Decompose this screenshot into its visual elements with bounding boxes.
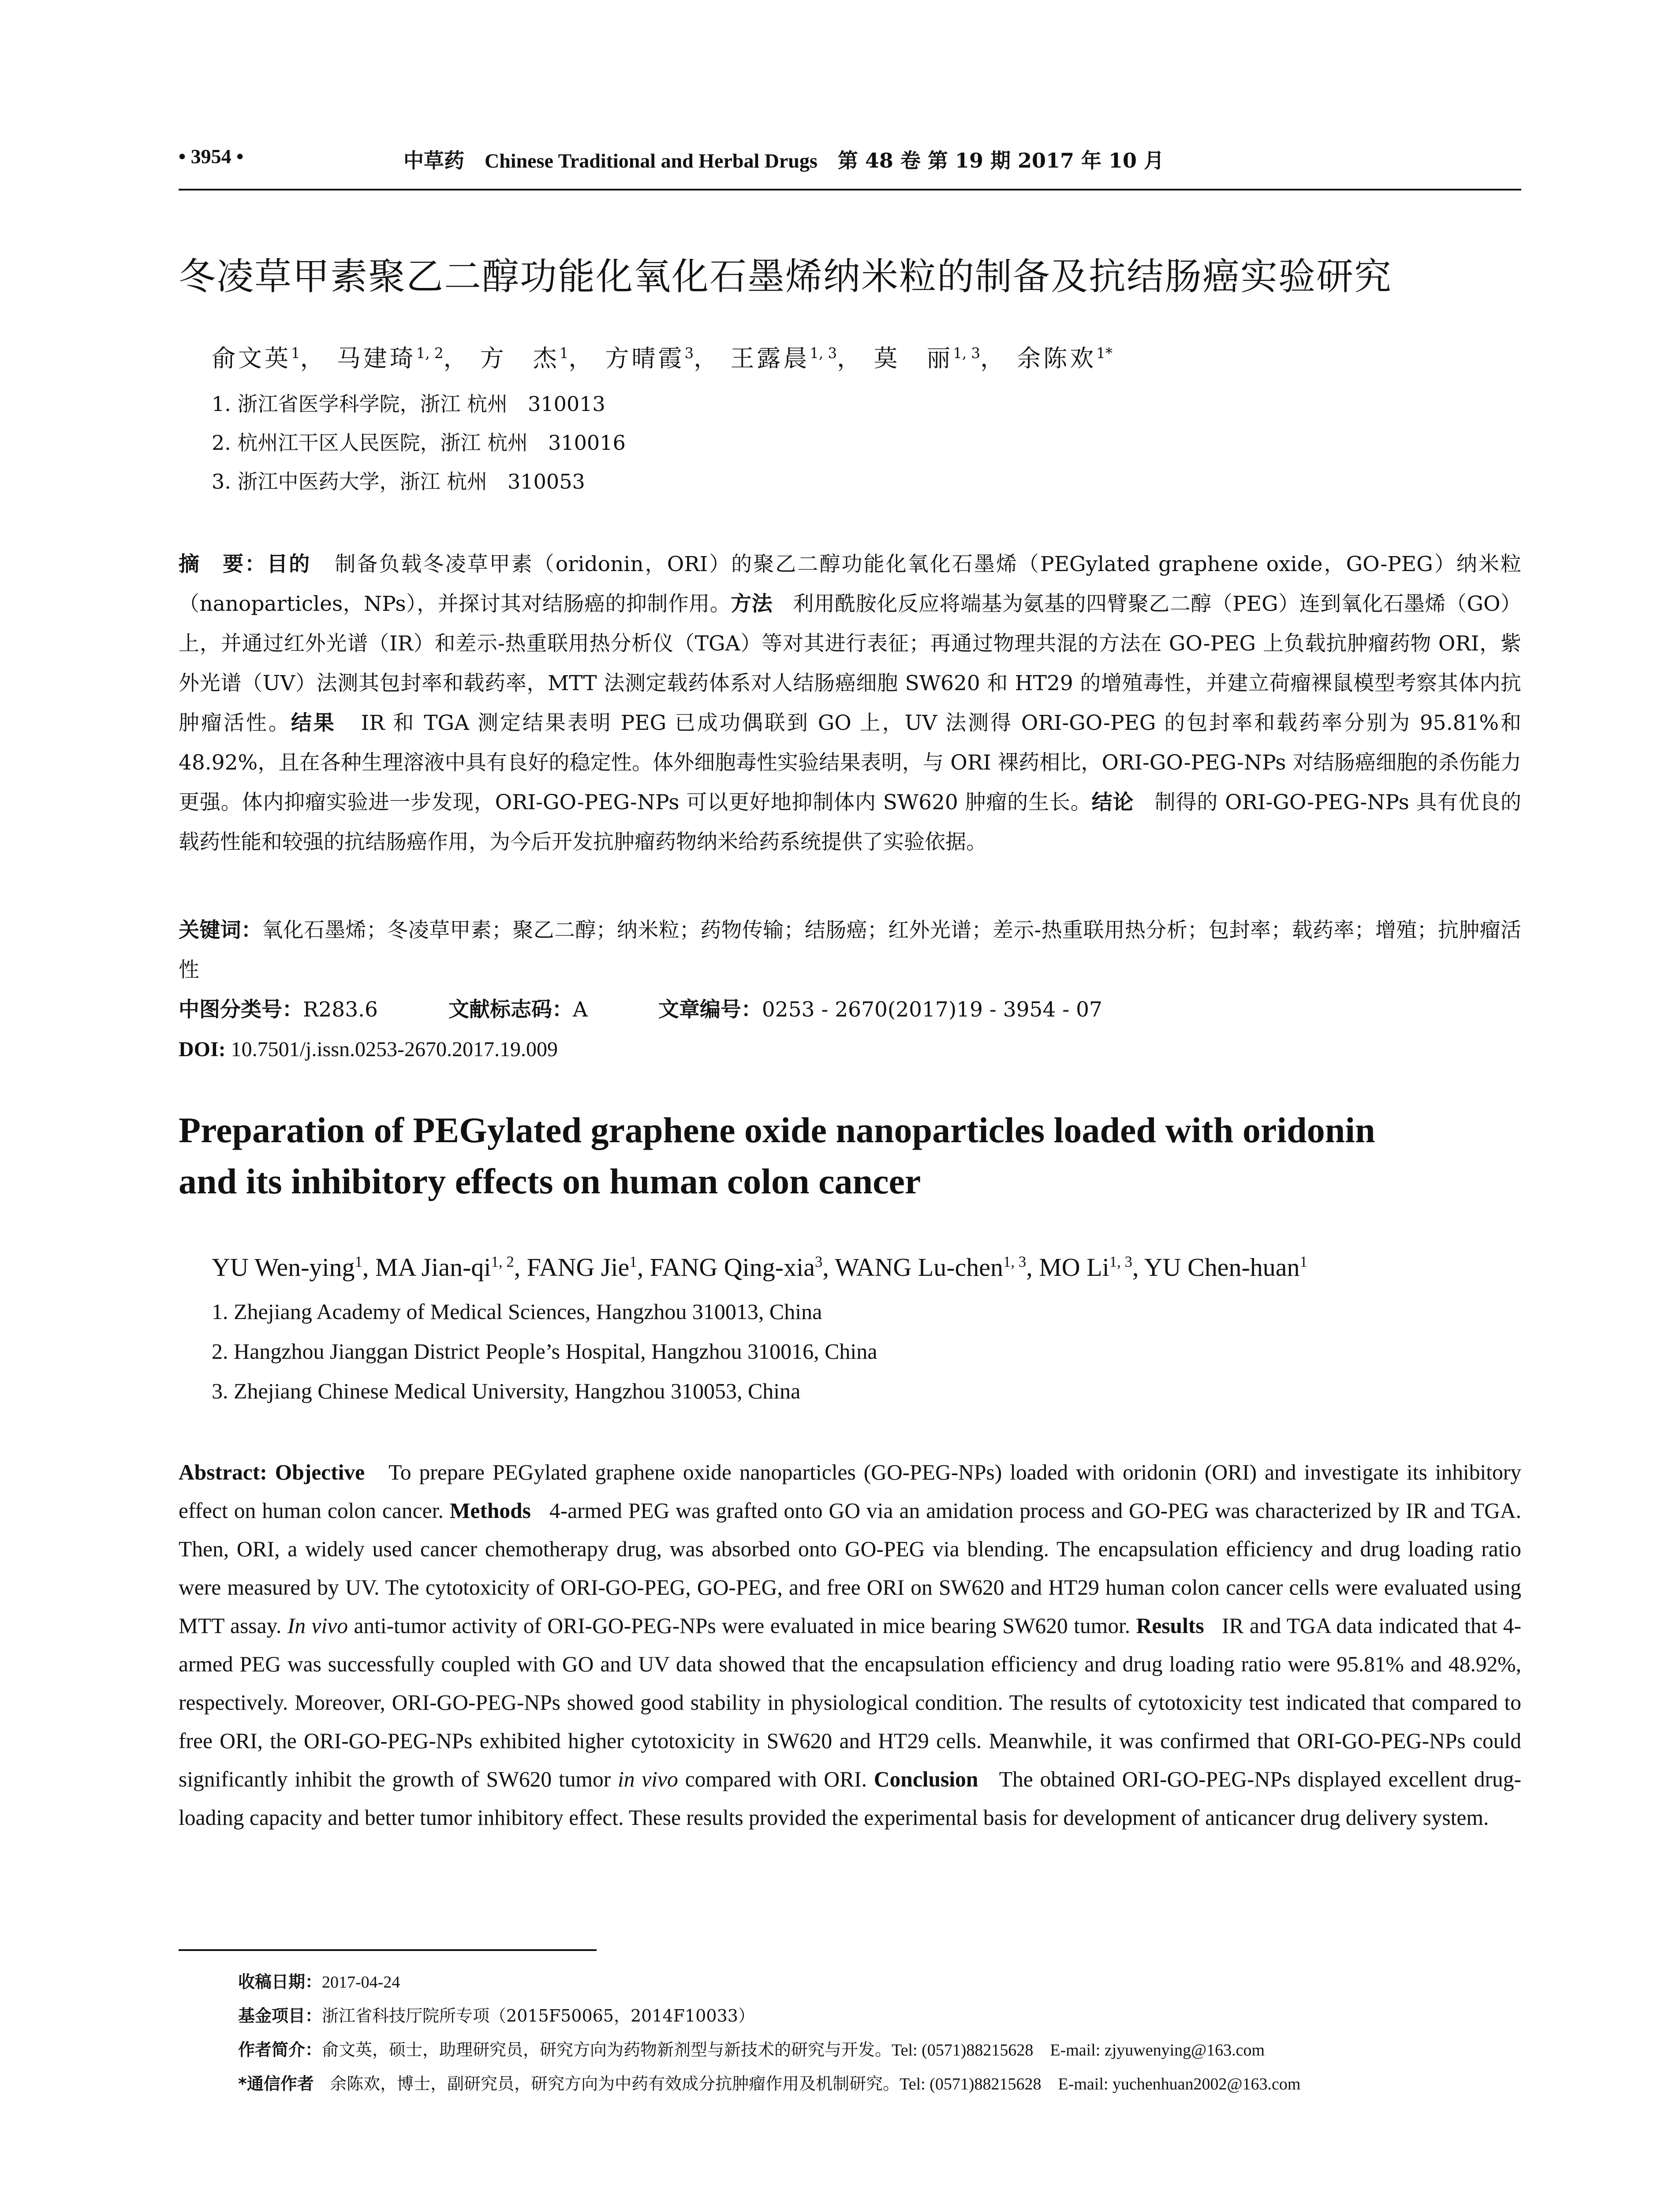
author-name-en: FANG Qing-xia	[650, 1253, 815, 1282]
clc-label: 中图分类号：	[179, 998, 303, 1022]
author-affil-sup: 1, 3	[953, 345, 981, 362]
fund-text: 浙江省科技厅院所专项（2015F50065，2014F10033）	[322, 2006, 755, 2026]
author-affil-sup: 1, 3	[810, 345, 837, 362]
corresponding-contact: Tel: (0571)88215628 E-mail: yuchenhuan2002@163.com	[900, 2075, 1301, 2093]
affiliation-cn-1: 1. 浙江省医学科学院，浙江 杭州 310013	[212, 392, 605, 416]
conclusion-label-en: Conclusion	[874, 1767, 978, 1791]
author-affil-sup: 1*	[1096, 345, 1113, 362]
author-name-en: YU Chen-huan	[1144, 1253, 1300, 1282]
author-name: 王露晨	[730, 344, 810, 372]
author-list-cn: 俞文英$^1$， 马建琦$^{1, 2}$， 方 杰$^1$， 方晴霞$^3$， 王露晨$^{1, 3}$， 莫 丽$^{1, 3}$， 余陈欢$^{1*}$	[212, 344, 1113, 372]
article-no-value: 0253 - 2670(2017)19 - 3954 - 07	[762, 998, 1102, 1022]
author-affil-sup: 1	[1299, 1253, 1307, 1271]
author-affil-sup: 1	[291, 345, 300, 362]
doi-line	[179, 1030, 558, 1069]
results-text-en-b: compared with ORI.	[685, 1767, 867, 1791]
footnote-received	[238, 1968, 400, 1992]
methods-label-en: Methods	[449, 1499, 531, 1523]
conclusion-text-en: The obtained ORI-GO-PEG-NPs displayed excellent drug-loading capacity and better tumor inhibitory effect. These results provided the experimental basis for development of anticancer drug delivery system.	[179, 1767, 1522, 1830]
fund-label: 基金项目：	[238, 2006, 322, 2026]
title-en-line-1: Preparation of PEGylated graphene oxide nanoparticles loaded with oridonin	[179, 1110, 1375, 1150]
conclusion-text-cn: 制得的 ORI-GO-PEG-NPs 具有优良的载药性能和较强的抗结肠癌作用，为今后开发抗肿瘤药物纳米给药系统提供了实验依据。	[179, 790, 1521, 854]
in-vivo-italic: In vivo	[287, 1614, 348, 1638]
journal-name-en: Chinese Traditional and Herbal Drugs	[485, 149, 818, 172]
author-name-en: FANG Jie	[526, 1253, 630, 1282]
footnote-divider	[179, 1949, 597, 1951]
author-affil-sup: 1, 2	[491, 1253, 514, 1271]
abstract-label-en: Abstract:	[179, 1460, 267, 1484]
author-intro-label: 作者简介：	[238, 2040, 322, 2059]
author-affil-sup: 1	[559, 345, 569, 362]
author-name-en: MO Li	[1039, 1253, 1109, 1282]
objective-text-cn: 制备负载冬凌草甲素（oridonin，ORI）的聚乙二醇功能化氧化石墨烯（PEGylated graphene oxide，GO-PEG）纳米粒（nanoparticles，NPs），并探讨其对结肠癌的抑制作用。	[179, 552, 1521, 616]
author-name: 莫 丽	[874, 344, 953, 372]
affiliation-en-1: 1. Zhejiang Academy of Medical Sciences, Hangzhou 310013, China	[212, 1299, 822, 1324]
author-intro-text: 俞文英，硕士，助理研究员，研究方向为药物新剂型与新技术的研究与开发。	[322, 2040, 892, 2059]
footnote-corresponding	[238, 2070, 1300, 2094]
results-label-en: Results	[1136, 1614, 1204, 1638]
author-affil-sup: 1	[355, 1253, 362, 1271]
footnote-fund	[238, 2002, 755, 2026]
article-title-cn: 冬凌草甲素聚乙二醇功能化氧化石墨烯纳米粒的制备及抗结肠癌实验研究	[179, 255, 1393, 298]
author-affil-sup: 1, 3	[1003, 1253, 1027, 1271]
journal-issue: 第 48 卷 第 19 期 2017 年 10 月	[837, 149, 1165, 172]
methods-text-cn: 利用酰胺化反应将端基为氨基的四臂聚乙二醇（PEG）连到氧化石墨烯（GO）上，并通过红外光谱（IR）和差示-热重联用热分析仪（TGA）等对其进行表征；再通过物理共混的方法在 GO-PEG 上负载抗肿瘤药物 ORI，紫外光谱（UV）法测其包封率和载药率，MTT 法测定载药体系对人结肠癌细胞 SW620 和 HT29 的增殖毒性，并建立荷瘤裸鼠模型考察其体内抗肿瘤活性。	[179, 592, 1521, 735]
results-text-cn: IR 和 TGA 测定结果表明 PEG 已成功偶联到 GO 上，UV 法测得 ORI-GO-PEG 的包封率和载药率分别为 95.81%和 48.92%，且在各种生理溶液中具有良好的稳定性。体外细胞毒性实验结果表明，与 ORI 裸药相比，ORI-GO-PEG-NPs 对结肠癌细胞的杀伤能力更强。体内抑瘤实验进一步发现，ORI-GO-PEG-NPs 可以更好地抑制体内 SW620 肿瘤的生长。	[179, 711, 1522, 815]
page-number: • 3954 •	[179, 145, 244, 168]
author-affil-sup: 3	[684, 345, 694, 362]
author-name-en: YU Wen-ying	[212, 1253, 355, 1282]
doi-value: 10.7501/j.issn.0253-2670.2017.19.009	[231, 1038, 558, 1061]
results-label-cn: 结果	[291, 711, 336, 735]
affiliation-en-3: 3. Zhejiang Chinese Medical University, Hangzhou 310053, China	[212, 1379, 801, 1403]
objective-label-cn: 目的	[267, 552, 311, 576]
article-no-label: 文章编号：	[658, 998, 762, 1022]
results-text-en-a: IR and TGA data indicated that 4-armed PEG was successfully coupled with GO and UV data showed that the encapsulation efficiency and drug loading ratio were 95.81% and 48.92%, respectively. Moreover, ORI-GO-PEG-NPs showed good stability in physiological condition. The results of cytotoxicity test indicated that compared to free ORI, the ORI-GO-PEG-NPs exhibited higher cytotoxicity in SW620 and HT29 cells. Meanwhile, it was confirmed that ORI-GO-PEG-NPs could significantly inhibit the growth of SW620 tumor	[179, 1614, 1522, 1791]
doi-label: DOI:	[179, 1038, 226, 1061]
author-affil-sup: 3	[814, 1253, 823, 1271]
affiliation-en-2: 2. Hangzhou Jianggan District People’s Hospital, Hangzhou 310016, China	[212, 1339, 877, 1364]
affiliation-cn-2: 2. 杭州江干区人民医院，浙江 杭州 310016	[212, 431, 626, 455]
doc-code-value: A	[572, 998, 588, 1022]
author-affil-sup: 1, 3	[1109, 1253, 1132, 1271]
corresponding-intro: 余陈欢，博士，副研究员，研究方向为中药有效成分抗肿瘤作用及机制研究。	[330, 2074, 900, 2093]
author-list-en: YU Wen-ying$^1$, MA Jian-qi$^{1, 2}$, FANG Jie$^1$, FANG Qing-xia$^3$, WANG Lu-chen$^{1, 3}$, MO Li$^{1, 3}$, YU Chen-huan$^1$	[212, 1253, 1307, 1282]
objective-text-en: To prepare PEGylated graphene oxide nanoparticles (GO-PEG-NPs) loaded with oridonin (ORI) and investigate its inhibitory effect on human colon cancer.	[179, 1460, 1522, 1523]
methods-text-en-b: anti-tumor activity of ORI-GO-PEG-NPs were evaluated in mice bearing SW620 tumor.	[354, 1614, 1131, 1638]
received-label: 收稿日期：	[238, 1972, 322, 1992]
objective-label-en: Objective	[275, 1460, 365, 1484]
abstract-cn	[179, 545, 1521, 862]
conclusion-label-cn: 结论	[1091, 790, 1134, 815]
affiliation-cn-3: 3. 浙江中医药大学，浙江 杭州 310053	[212, 470, 585, 493]
methods-label-cn: 方法	[731, 592, 773, 616]
article-title-en	[179, 1105, 1521, 1207]
author-contact: Tel: (0571)88215628 E-mail: zjyuwenying@163.com	[892, 2041, 1265, 2059]
title-en-line-2: and its inhibitory effects on human colon cancer	[179, 1161, 921, 1201]
received-date: 2017-04-24	[322, 1973, 400, 1992]
keywords-cn	[179, 911, 1521, 990]
keywords-text: 氧化石墨烯；冬凌草甲素；聚乙二醇；纳米粒；药物传输；结肠癌；红外光谱；差示-热重联用热分析；包封率；载药率；增殖；抗肿瘤活性	[179, 918, 1521, 982]
author-name: 俞文英	[212, 344, 291, 372]
author-affil-sup: 1	[629, 1253, 637, 1271]
corresponding-label: *通信作者	[238, 2074, 314, 2093]
author-affil-sup: 1, 2	[416, 345, 444, 362]
author-name: 余陈欢	[1017, 344, 1097, 372]
journal-line	[403, 145, 1164, 174]
abstract-en	[179, 1453, 1521, 1837]
author-name-en: MA Jian-qi	[375, 1253, 491, 1282]
keywords-label: 关键词：	[179, 918, 262, 942]
footnote-author	[238, 2036, 1265, 2060]
clc-value: R283.6	[303, 998, 378, 1022]
author-name-en: WANG Lu-chen	[835, 1253, 1004, 1282]
methods-text-en-a: 4-armed PEG was grafted onto GO via an amidation process and GO-PEG was characterized by IR and TGA. Then, ORI, a widely used cancer chemotherapy drug, was absorbed onto GO-PEG via blending. The encapsulation efficiency and drug loading ratio were measured by UV. The cytotoxicity of ORI-GO-PEG, GO-PEG, and free ORI on SW620 and HT29 human colon cancer cells were evaluated using MTT assay.	[179, 1499, 1521, 1638]
author-name: 方 杰	[480, 344, 560, 372]
classification-line	[179, 990, 1102, 1030]
running-header	[179, 140, 1521, 191]
in-vivo-italic: in vivo	[618, 1767, 678, 1791]
journal-name-cn: 中草药	[403, 149, 464, 172]
author-name: 方晴霞	[605, 344, 685, 372]
author-name: 马建琦	[336, 344, 416, 372]
doc-code-label: 文献标志码：	[448, 998, 573, 1022]
abstract-label-cn: 摘 要：	[179, 552, 267, 576]
